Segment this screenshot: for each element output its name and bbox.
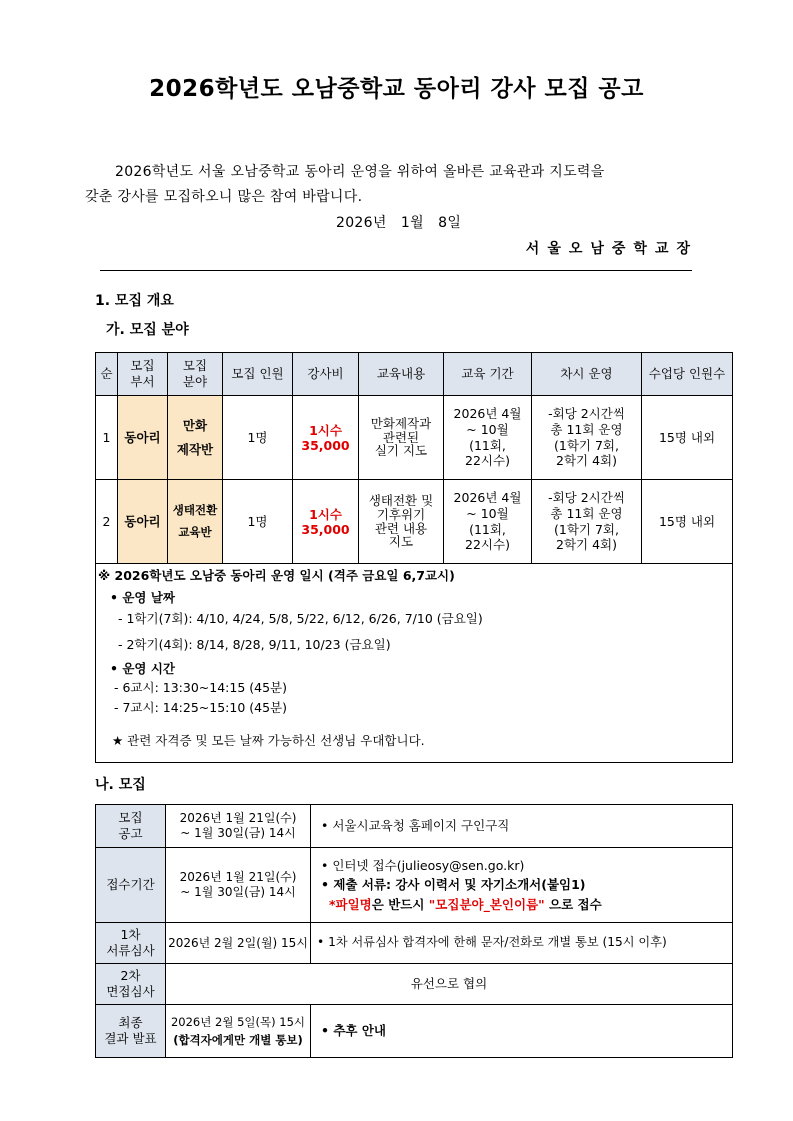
row-count: 1명 [223,396,293,480]
table-header-row [96,353,733,396]
table-row [96,923,733,964]
col-header-dept: 모집 부서 [118,353,168,396]
filename-format: "모집분야_본인이름" [428,896,545,912]
row-dept: 동아리 [118,396,168,480]
col-header-operation: 차시 운영 [532,353,642,396]
table-row [96,848,733,923]
table-row [96,480,733,564]
row-students: 15명 내외 [642,396,733,480]
row-field: 만화 제작반 [168,396,223,480]
recruitment-fields-table [95,352,733,763]
table-row [96,805,733,848]
row-no: 2 [96,480,118,564]
date-note: (합격자에게만 개별 통보) [173,1033,303,1047]
col-header-no: 순 [96,353,118,396]
note-star: ★ 관련 자격증 및 모든 날짜 가능하신 선생님 우대합니다. [112,733,425,749]
divider [100,270,692,271]
col-header-content: 교육내용 [359,353,444,396]
row-content: 만화제작과 관련된 실기 지도 [359,396,444,480]
row-fee: 1시수 35,000 [293,480,359,564]
row-period: 2026년 4월 ~ 10월 (11회, 22시수) [444,396,532,480]
note-dates-heading: • 운영 날짜 [110,589,175,605]
col-header-period: 교육 기간 [444,353,532,396]
intro-line-2: 갖춘 강사를 모집하오니 많은 참여 바랍니다. [85,189,363,205]
announcement-date: 2026년 1월 8일 [336,215,462,231]
row-count: 1명 [223,480,293,564]
desc-line-3 [321,895,732,914]
row-desc: • 1차 서류심사 합격자에 한해 문자/전화로 개별 통보 (15시 이후) [311,923,733,964]
row-content: 생태전환 및 기후위기 관련 내용 지도 [359,480,444,564]
note-title: ※ 2026학년도 오남중 동아리 운영 일시 (격주 금요일 6,7교시) [98,568,455,583]
row-students: 15명 내외 [642,480,733,564]
row-desc: • 서울시교육청 홈페이지 구인구직 [311,805,733,848]
row-desc: 유선으로 협의 [166,964,733,1005]
filename-label: *파일명 [329,896,372,912]
row-label: 모집 공고 [96,805,166,848]
note-period7: - 7교시: 14:25~15:10 (45분) [114,699,287,715]
note-period6: - 6교시: 13:30~14:15 (45분) [114,680,287,696]
row-dept: 동아리 [118,480,168,564]
row-fee: 1시수 35,000 [293,396,359,480]
row-operation: -회당 2시간씩 총 11회 운영 (1학기 7회, 2학기 4회) [532,396,642,480]
row-date [166,1005,311,1058]
principal-signature: 서울오남중학교장 [525,241,698,257]
table-row [96,1005,733,1058]
row-label: 1차 서류심사 [96,923,166,964]
recruitment-schedule-table [95,804,733,1058]
row-no: 1 [96,396,118,480]
row-date: 2026년 1월 21일(수) ~ 1월 30일(금) 14시 [166,848,311,923]
col-header-students: 수업당 인원수 [642,353,733,396]
intro-line-1: 2026학년도 서울 오남중학교 동아리 운영을 위하여 올바른 교육관과 지도력을 [115,164,605,180]
col-header-count: 모집 인원 [223,353,293,396]
col-header-fee: 강사비 [293,353,359,396]
row-desc [311,848,733,923]
col-header-field: 모집 분야 [168,353,223,396]
filename-end: 으로 접수 [544,896,602,912]
row-period: 2026년 4월 ~ 10월 (11회, 22시수) [444,480,532,564]
row-label: 2차 면접심사 [96,964,166,1005]
section-heading-overview: 1. 모집 개요 [95,293,174,309]
desc-line-1: • 인터넷 접수(julieosy@sen.go.kr) [321,857,525,873]
table-row [96,964,733,1005]
row-label: 접수기간 [96,848,166,923]
filename-mid: 은 반드시 [371,896,429,912]
row-field: 생태전환 교육반 [168,480,223,564]
row-date: 2026년 1월 21일(수) ~ 1월 30일(금) 14시 [166,805,311,848]
note-sem2: - 2학기(4회): 8/14, 8/28, 9/11, 10/23 (금요일) [118,636,391,652]
note-sem1: - 1학기(7회): 4/10, 4/24, 5/8, 5/22, 6/12, 6/26, 7/10 (금요일) [118,611,483,627]
date-line: 2026년 2월 5일(목) 15시 [170,1014,306,1029]
row-date: 2026년 2월 2일(월) 15시 [166,923,311,964]
page-title: 2026학년도 오남중학교 동아리 강사 모집 공고 [149,76,644,102]
desc-line-2: • 제출 서류: 강사 이력서 및 자기소개서(붙임1) [321,877,586,893]
table-row [96,396,733,480]
row-label: 최종 결과 발표 [96,1005,166,1058]
note-time-heading: • 운영 시간 [110,660,175,676]
row-operation: -회당 2시간씩 총 11회 운영 (1학기 7회, 2학기 4회) [532,480,642,564]
schedule-note [96,564,733,763]
subsection-heading-fields: 가. 모집 분야 [106,322,189,338]
subsection-heading-recruit: 나. 모집 [95,777,146,793]
row-desc: • 추후 안내 [311,1005,733,1058]
note-row [96,564,733,763]
